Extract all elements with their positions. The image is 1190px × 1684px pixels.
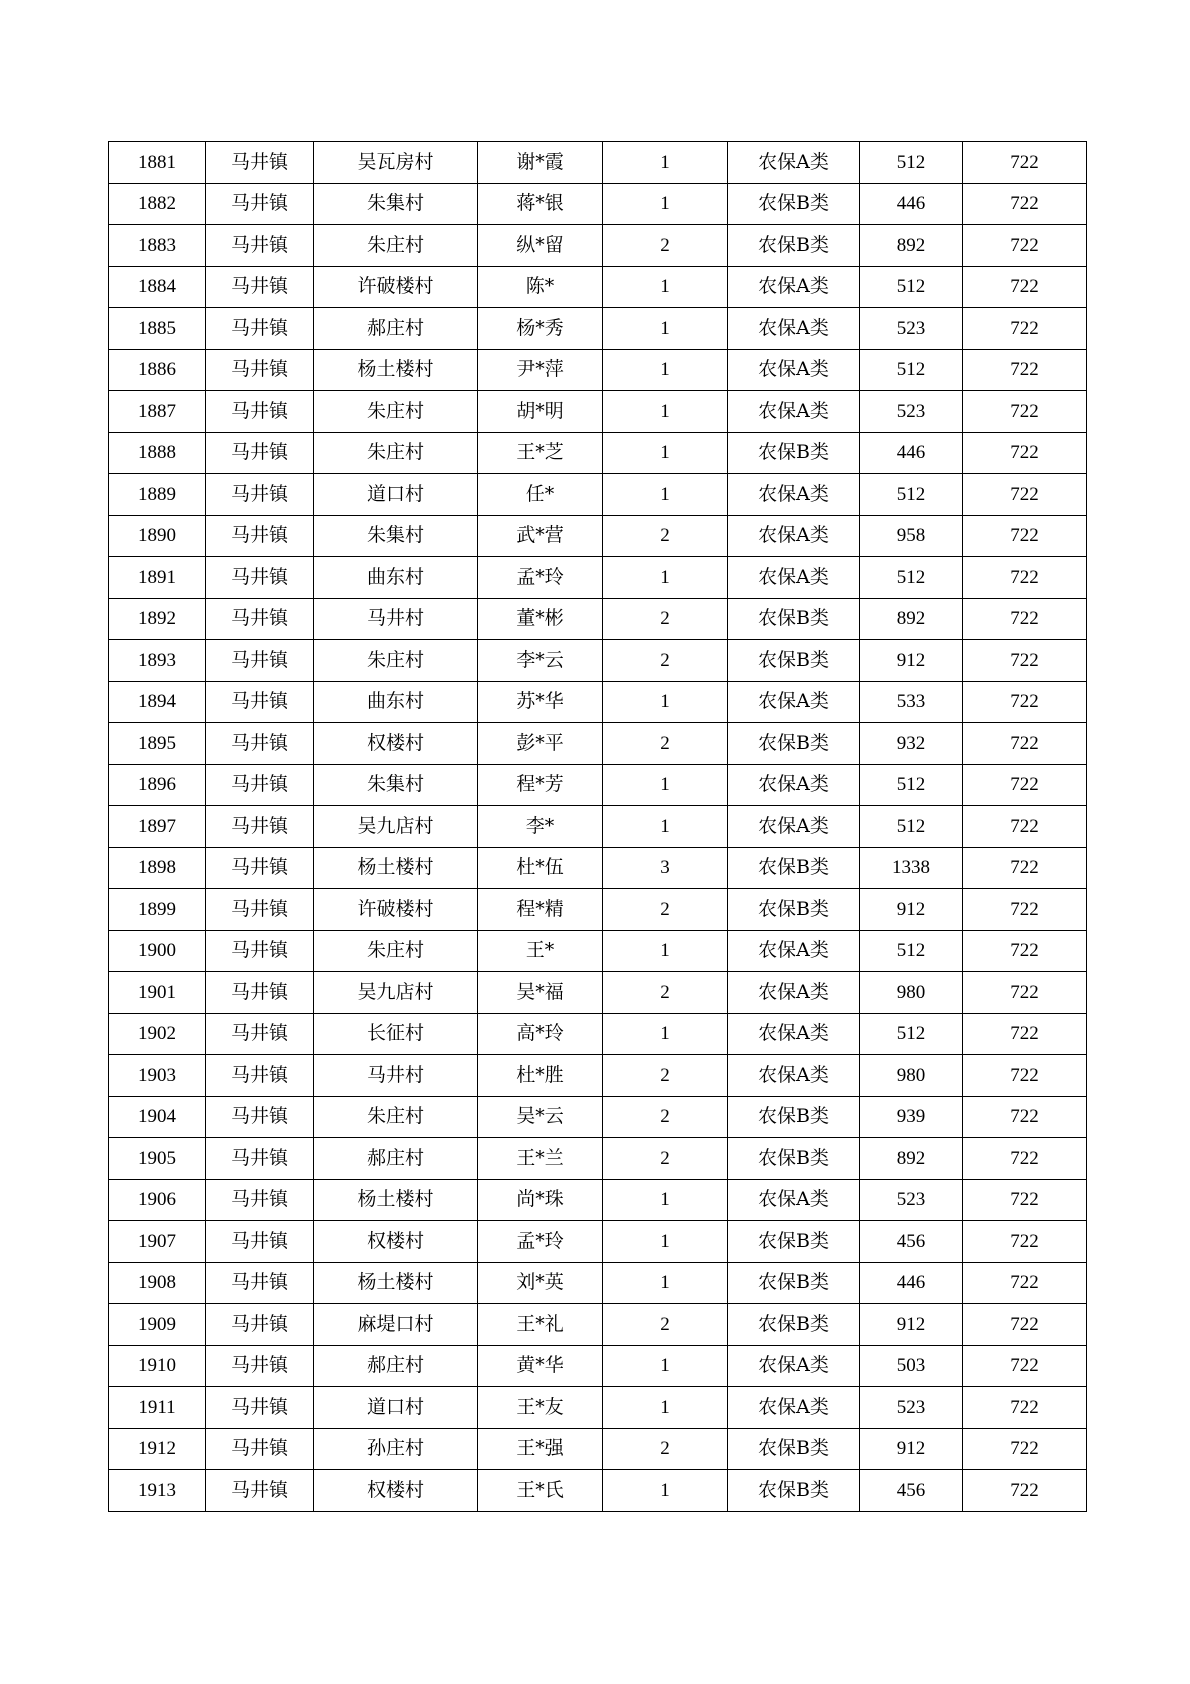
category-cell: 农保A类 <box>728 806 860 848</box>
town-cell: 马井镇 <box>206 972 314 1014</box>
village-cell: 朱集村 <box>314 515 478 557</box>
category-cell: 农保A类 <box>728 972 860 1014</box>
category-cell: 农保A类 <box>728 1055 860 1097</box>
standard-cell: 722 <box>963 806 1087 848</box>
town-cell: 马井镇 <box>206 847 314 889</box>
village-cell: 朱庄村 <box>314 391 478 433</box>
table-row <box>109 1304 1087 1346</box>
table-row <box>109 847 1087 889</box>
name-cell: 刘*英 <box>478 1262 603 1304</box>
serial-number-cell: 1899 <box>109 889 206 931</box>
name-cell: 王*友 <box>478 1387 603 1429</box>
name-cell: 彭*平 <box>478 723 603 765</box>
name-cell: 黄*华 <box>478 1345 603 1387</box>
amount-cell: 503 <box>860 1345 963 1387</box>
village-cell: 长征村 <box>314 1013 478 1055</box>
standard-cell: 722 <box>963 847 1087 889</box>
name-cell: 王*兰 <box>478 1138 603 1180</box>
standard-cell: 722 <box>963 391 1087 433</box>
category-cell: 农保B类 <box>728 1304 860 1346</box>
village-cell: 杨土楼村 <box>314 847 478 889</box>
household-size-cell: 1 <box>603 806 728 848</box>
table-row <box>109 1262 1087 1304</box>
amount-cell: 512 <box>860 142 963 184</box>
town-cell: 马井镇 <box>206 1055 314 1097</box>
amount-cell: 446 <box>860 432 963 474</box>
household-size-cell: 2 <box>603 515 728 557</box>
category-cell: 农保B类 <box>728 1470 860 1512</box>
household-size-cell: 1 <box>603 681 728 723</box>
household-size-cell: 2 <box>603 1055 728 1097</box>
town-cell: 马井镇 <box>206 1387 314 1429</box>
town-cell: 马井镇 <box>206 681 314 723</box>
name-cell: 吴*云 <box>478 1096 603 1138</box>
household-size-cell: 1 <box>603 1387 728 1429</box>
amount-cell: 980 <box>860 1055 963 1097</box>
serial-number-cell: 1903 <box>109 1055 206 1097</box>
serial-number-cell: 1889 <box>109 474 206 516</box>
table-row <box>109 1345 1087 1387</box>
village-cell: 许破楼村 <box>314 889 478 931</box>
table-row <box>109 183 1087 225</box>
standard-cell: 722 <box>963 1387 1087 1429</box>
village-cell: 吴九店村 <box>314 972 478 1014</box>
amount-cell: 512 <box>860 1013 963 1055</box>
table-row <box>109 723 1087 765</box>
amount-cell: 980 <box>860 972 963 1014</box>
roster-table-body <box>109 142 1087 1512</box>
serial-number-cell: 1894 <box>109 681 206 723</box>
name-cell: 胡*明 <box>478 391 603 433</box>
serial-number-cell: 1911 <box>109 1387 206 1429</box>
standard-cell: 722 <box>963 308 1087 350</box>
serial-number-cell: 1900 <box>109 930 206 972</box>
town-cell: 马井镇 <box>206 1262 314 1304</box>
table-row <box>109 1428 1087 1470</box>
category-cell: 农保A类 <box>728 930 860 972</box>
serial-number-cell: 1901 <box>109 972 206 1014</box>
table-row <box>109 266 1087 308</box>
category-cell: 农保A类 <box>728 515 860 557</box>
village-cell: 杨土楼村 <box>314 1179 478 1221</box>
standard-cell: 722 <box>963 764 1087 806</box>
name-cell: 李*云 <box>478 640 603 682</box>
standard-cell: 722 <box>963 598 1087 640</box>
household-size-cell: 2 <box>603 640 728 682</box>
household-size-cell: 1 <box>603 183 728 225</box>
household-size-cell: 2 <box>603 1304 728 1346</box>
amount-cell: 512 <box>860 349 963 391</box>
village-cell: 马井村 <box>314 1055 478 1097</box>
household-size-cell: 1 <box>603 1013 728 1055</box>
name-cell: 王*强 <box>478 1428 603 1470</box>
village-cell: 孙庄村 <box>314 1428 478 1470</box>
amount-cell: 512 <box>860 930 963 972</box>
category-cell: 农保B类 <box>728 432 860 474</box>
table-row <box>109 391 1087 433</box>
serial-number-cell: 1896 <box>109 764 206 806</box>
category-cell: 农保A类 <box>728 391 860 433</box>
standard-cell: 722 <box>963 1096 1087 1138</box>
household-size-cell: 1 <box>603 474 728 516</box>
category-cell: 农保B类 <box>728 889 860 931</box>
village-cell: 许破楼村 <box>314 266 478 308</box>
name-cell: 杨*秀 <box>478 308 603 350</box>
amount-cell: 446 <box>860 183 963 225</box>
serial-number-cell: 1905 <box>109 1138 206 1180</box>
household-size-cell: 1 <box>603 930 728 972</box>
town-cell: 马井镇 <box>206 1470 314 1512</box>
serial-number-cell: 1886 <box>109 349 206 391</box>
amount-cell: 958 <box>860 515 963 557</box>
household-size-cell: 3 <box>603 847 728 889</box>
serial-number-cell: 1904 <box>109 1096 206 1138</box>
amount-cell: 1338 <box>860 847 963 889</box>
village-cell: 朱庄村 <box>314 1096 478 1138</box>
table-row <box>109 598 1087 640</box>
amount-cell: 512 <box>860 806 963 848</box>
household-size-cell: 2 <box>603 723 728 765</box>
standard-cell: 722 <box>963 723 1087 765</box>
table-row <box>109 225 1087 267</box>
table-row <box>109 1138 1087 1180</box>
amount-cell: 456 <box>860 1470 963 1512</box>
amount-cell: 912 <box>860 640 963 682</box>
household-size-cell: 1 <box>603 266 728 308</box>
category-cell: 农保A类 <box>728 681 860 723</box>
amount-cell: 512 <box>860 557 963 599</box>
standard-cell: 722 <box>963 930 1087 972</box>
amount-cell: 912 <box>860 889 963 931</box>
standard-cell: 722 <box>963 432 1087 474</box>
household-size-cell: 2 <box>603 972 728 1014</box>
village-cell: 朱集村 <box>314 183 478 225</box>
household-size-cell: 1 <box>603 1221 728 1263</box>
town-cell: 马井镇 <box>206 764 314 806</box>
category-cell: 农保B类 <box>728 640 860 682</box>
village-cell: 权楼村 <box>314 723 478 765</box>
town-cell: 马井镇 <box>206 1345 314 1387</box>
town-cell: 马井镇 <box>206 806 314 848</box>
serial-number-cell: 1887 <box>109 391 206 433</box>
category-cell: 农保B类 <box>728 598 860 640</box>
town-cell: 马井镇 <box>206 930 314 972</box>
category-cell: 农保B类 <box>728 183 860 225</box>
name-cell: 孟*玲 <box>478 1221 603 1263</box>
village-cell: 曲东村 <box>314 681 478 723</box>
serial-number-cell: 1881 <box>109 142 206 184</box>
category-cell: 农保A类 <box>728 1179 860 1221</box>
household-size-cell: 2 <box>603 1428 728 1470</box>
town-cell: 马井镇 <box>206 391 314 433</box>
standard-cell: 722 <box>963 1013 1087 1055</box>
standard-cell: 722 <box>963 681 1087 723</box>
name-cell: 董*彬 <box>478 598 603 640</box>
name-cell: 王*礼 <box>478 1304 603 1346</box>
name-cell: 苏*华 <box>478 681 603 723</box>
standard-cell: 722 <box>963 474 1087 516</box>
amount-cell: 939 <box>860 1096 963 1138</box>
village-cell: 杨土楼村 <box>314 1262 478 1304</box>
serial-number-cell: 1882 <box>109 183 206 225</box>
serial-number-cell: 1907 <box>109 1221 206 1263</box>
household-size-cell: 1 <box>603 1470 728 1512</box>
table-row <box>109 1013 1087 1055</box>
town-cell: 马井镇 <box>206 515 314 557</box>
table-row <box>109 1055 1087 1097</box>
serial-number-cell: 1913 <box>109 1470 206 1512</box>
village-cell: 郝庄村 <box>314 1138 478 1180</box>
town-cell: 马井镇 <box>206 1428 314 1470</box>
name-cell: 尚*珠 <box>478 1179 603 1221</box>
household-size-cell: 1 <box>603 142 728 184</box>
table-row <box>109 474 1087 516</box>
village-cell: 马井村 <box>314 598 478 640</box>
serial-number-cell: 1898 <box>109 847 206 889</box>
amount-cell: 892 <box>860 598 963 640</box>
village-cell: 吴瓦房村 <box>314 142 478 184</box>
serial-number-cell: 1885 <box>109 308 206 350</box>
town-cell: 马井镇 <box>206 1013 314 1055</box>
name-cell: 谢*霞 <box>478 142 603 184</box>
town-cell: 马井镇 <box>206 142 314 184</box>
table-row <box>109 640 1087 682</box>
town-cell: 马井镇 <box>206 557 314 599</box>
town-cell: 马井镇 <box>206 640 314 682</box>
amount-cell: 446 <box>860 1262 963 1304</box>
village-cell: 道口村 <box>314 474 478 516</box>
household-size-cell: 2 <box>603 598 728 640</box>
table-row <box>109 806 1087 848</box>
table-row <box>109 972 1087 1014</box>
village-cell: 朱庄村 <box>314 930 478 972</box>
amount-cell: 512 <box>860 266 963 308</box>
amount-cell: 892 <box>860 1138 963 1180</box>
name-cell: 王*芝 <box>478 432 603 474</box>
name-cell: 孟*玲 <box>478 557 603 599</box>
serial-number-cell: 1893 <box>109 640 206 682</box>
table-row <box>109 1470 1087 1512</box>
amount-cell: 523 <box>860 1179 963 1221</box>
table-row <box>109 764 1087 806</box>
amount-cell: 912 <box>860 1304 963 1346</box>
category-cell: 农保B类 <box>728 723 860 765</box>
serial-number-cell: 1902 <box>109 1013 206 1055</box>
serial-number-cell: 1884 <box>109 266 206 308</box>
household-size-cell: 2 <box>603 1138 728 1180</box>
village-cell: 郝庄村 <box>314 1345 478 1387</box>
town-cell: 马井镇 <box>206 308 314 350</box>
village-cell: 朱庄村 <box>314 225 478 267</box>
town-cell: 马井镇 <box>206 723 314 765</box>
name-cell: 高*玲 <box>478 1013 603 1055</box>
name-cell: 陈* <box>478 266 603 308</box>
name-cell: 程*芳 <box>478 764 603 806</box>
standard-cell: 722 <box>963 972 1087 1014</box>
serial-number-cell: 1892 <box>109 598 206 640</box>
standard-cell: 722 <box>963 1262 1087 1304</box>
village-cell: 权楼村 <box>314 1221 478 1263</box>
household-size-cell: 1 <box>603 432 728 474</box>
standard-cell: 722 <box>963 1221 1087 1263</box>
village-cell: 朱集村 <box>314 764 478 806</box>
name-cell: 程*精 <box>478 889 603 931</box>
table-row <box>109 1096 1087 1138</box>
name-cell: 王* <box>478 930 603 972</box>
household-size-cell: 1 <box>603 1179 728 1221</box>
town-cell: 马井镇 <box>206 225 314 267</box>
household-size-cell: 1 <box>603 557 728 599</box>
household-size-cell: 1 <box>603 308 728 350</box>
village-cell: 杨土楼村 <box>314 349 478 391</box>
category-cell: 农保A类 <box>728 1013 860 1055</box>
category-cell: 农保A类 <box>728 1345 860 1387</box>
town-cell: 马井镇 <box>206 474 314 516</box>
name-cell: 纵*留 <box>478 225 603 267</box>
household-size-cell: 1 <box>603 1345 728 1387</box>
town-cell: 马井镇 <box>206 432 314 474</box>
household-size-cell: 1 <box>603 1262 728 1304</box>
standard-cell: 722 <box>963 225 1087 267</box>
table-row <box>109 557 1087 599</box>
amount-cell: 932 <box>860 723 963 765</box>
category-cell: 农保A类 <box>728 142 860 184</box>
village-cell: 麻堤口村 <box>314 1304 478 1346</box>
standard-cell: 722 <box>963 640 1087 682</box>
table-row <box>109 432 1087 474</box>
category-cell: 农保A类 <box>728 266 860 308</box>
table-row <box>109 308 1087 350</box>
standard-cell: 722 <box>963 1470 1087 1512</box>
name-cell: 杜*伍 <box>478 847 603 889</box>
serial-number-cell: 1897 <box>109 806 206 848</box>
category-cell: 农保B类 <box>728 225 860 267</box>
village-cell: 郝庄村 <box>314 308 478 350</box>
village-cell: 吴九店村 <box>314 806 478 848</box>
town-cell: 马井镇 <box>206 1179 314 1221</box>
amount-cell: 533 <box>860 681 963 723</box>
standard-cell: 722 <box>963 1428 1087 1470</box>
serial-number-cell: 1908 <box>109 1262 206 1304</box>
amount-cell: 523 <box>860 391 963 433</box>
category-cell: 农保B类 <box>728 1262 860 1304</box>
village-cell: 朱庄村 <box>314 640 478 682</box>
standard-cell: 722 <box>963 1345 1087 1387</box>
category-cell: 农保A类 <box>728 1387 860 1429</box>
village-cell: 权楼村 <box>314 1470 478 1512</box>
serial-number-cell: 1912 <box>109 1428 206 1470</box>
name-cell: 武*营 <box>478 515 603 557</box>
name-cell: 尹*萍 <box>478 349 603 391</box>
amount-cell: 523 <box>860 1387 963 1429</box>
name-cell: 李* <box>478 806 603 848</box>
category-cell: 农保A类 <box>728 349 860 391</box>
standard-cell: 722 <box>963 515 1087 557</box>
standard-cell: 722 <box>963 1138 1087 1180</box>
category-cell: 农保B类 <box>728 1428 860 1470</box>
village-cell: 朱庄村 <box>314 432 478 474</box>
table-row <box>109 1221 1087 1263</box>
standard-cell: 722 <box>963 1304 1087 1346</box>
table-row <box>109 142 1087 184</box>
town-cell: 马井镇 <box>206 1138 314 1180</box>
amount-cell: 512 <box>860 474 963 516</box>
table-row <box>109 515 1087 557</box>
standard-cell: 722 <box>963 349 1087 391</box>
serial-number-cell: 1910 <box>109 1345 206 1387</box>
household-size-cell: 2 <box>603 1096 728 1138</box>
town-cell: 马井镇 <box>206 1096 314 1138</box>
household-size-cell: 1 <box>603 349 728 391</box>
standard-cell: 722 <box>963 1179 1087 1221</box>
amount-cell: 892 <box>860 225 963 267</box>
standard-cell: 722 <box>963 557 1087 599</box>
category-cell: 农保A类 <box>728 474 860 516</box>
town-cell: 马井镇 <box>206 598 314 640</box>
table-row <box>109 1179 1087 1221</box>
town-cell: 马井镇 <box>206 183 314 225</box>
name-cell: 蒋*银 <box>478 183 603 225</box>
table-row <box>109 889 1087 931</box>
town-cell: 马井镇 <box>206 266 314 308</box>
town-cell: 马井镇 <box>206 349 314 391</box>
table-row <box>109 349 1087 391</box>
table-row <box>109 1387 1087 1429</box>
category-cell: 农保B类 <box>728 1096 860 1138</box>
household-size-cell: 2 <box>603 889 728 931</box>
standard-cell: 722 <box>963 142 1087 184</box>
name-cell: 杜*胜 <box>478 1055 603 1097</box>
amount-cell: 912 <box>860 1428 963 1470</box>
household-size-cell: 1 <box>603 764 728 806</box>
town-cell: 马井镇 <box>206 1304 314 1346</box>
serial-number-cell: 1895 <box>109 723 206 765</box>
serial-number-cell: 1909 <box>109 1304 206 1346</box>
standard-cell: 722 <box>963 1055 1087 1097</box>
roster-table <box>108 141 1087 1512</box>
table-row <box>109 930 1087 972</box>
town-cell: 马井镇 <box>206 1221 314 1263</box>
category-cell: 农保B类 <box>728 847 860 889</box>
category-cell: 农保A类 <box>728 764 860 806</box>
amount-cell: 456 <box>860 1221 963 1263</box>
town-cell: 马井镇 <box>206 889 314 931</box>
category-cell: 农保B类 <box>728 1138 860 1180</box>
serial-number-cell: 1883 <box>109 225 206 267</box>
name-cell: 吴*福 <box>478 972 603 1014</box>
household-size-cell: 2 <box>603 225 728 267</box>
standard-cell: 722 <box>963 266 1087 308</box>
amount-cell: 512 <box>860 764 963 806</box>
household-size-cell: 1 <box>603 391 728 433</box>
standard-cell: 722 <box>963 183 1087 225</box>
serial-number-cell: 1888 <box>109 432 206 474</box>
serial-number-cell: 1891 <box>109 557 206 599</box>
category-cell: 农保B类 <box>728 1221 860 1263</box>
serial-number-cell: 1890 <box>109 515 206 557</box>
category-cell: 农保A类 <box>728 308 860 350</box>
name-cell: 王*氏 <box>478 1470 603 1512</box>
name-cell: 任* <box>478 474 603 516</box>
category-cell: 农保A类 <box>728 557 860 599</box>
village-cell: 曲东村 <box>314 557 478 599</box>
table-row <box>109 681 1087 723</box>
village-cell: 道口村 <box>314 1387 478 1429</box>
serial-number-cell: 1906 <box>109 1179 206 1221</box>
amount-cell: 523 <box>860 308 963 350</box>
standard-cell: 722 <box>963 889 1087 931</box>
